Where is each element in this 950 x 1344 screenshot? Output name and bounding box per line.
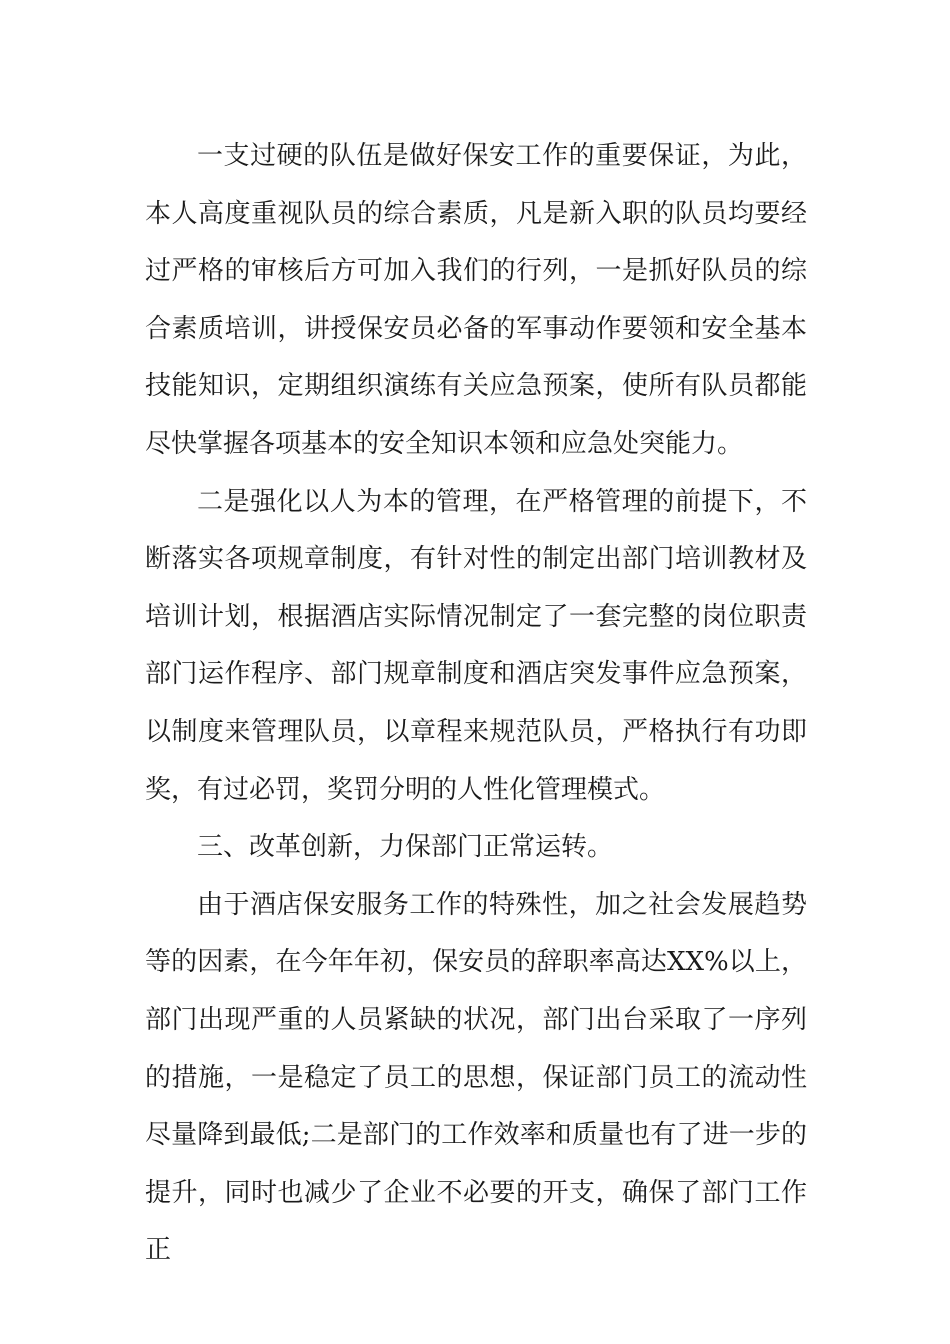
paragraph-people-oriented-management: 二是强化以人为本的管理，在严格管理的前提下，不断落实各项规章制度，有针对性的制定出部门培训教材及培训计划，根据酒店实际情况制定了一套完整的岗位职责部门运作程序、部门规章制度和酒店突发事件应急预案，以制度来管理队员，以章程来规范队员，严格执行有功即奖，有过必罚，奖罚分明的人性化管理模式。 [145, 486, 807, 805]
paragraph-team-quality: 一支过硬的队伍是做好保安工作的重要保证，为此，本人高度重视队员的综合素质，凡是新入职的队员均要经过严格的审核后方可加入我们的行列，一是抓好队员的综合素质培训，讲授保安员必备的军事动作要领和安全基本技能知识，定期组织演练有关应急预案，使所有队员都能尽快掌握各项基本的安全知识本领和应急处突能力。 [145, 141, 807, 459]
paragraph-staffing-measures: 由于酒店保安服务工作的特殊性，加之社会发展趋势等的因素，在今年年初，保安员的辞职率高达XX%以上，部门出现严重的人员紧缺的状况，部门出台采取了一序列的措施，一是稳定了员工的思想，保证部门员工的流动性尽量降到最低;二是部门的工作效率和质量也有了进一步的提升，同时也减少了企业不必要的开支，确保了部门工作正 [145, 889, 807, 1266]
section-heading-reform: 三、改革创新，力保部门正常运转。 [197, 832, 614, 863]
document-body [145, 128, 807, 1280]
